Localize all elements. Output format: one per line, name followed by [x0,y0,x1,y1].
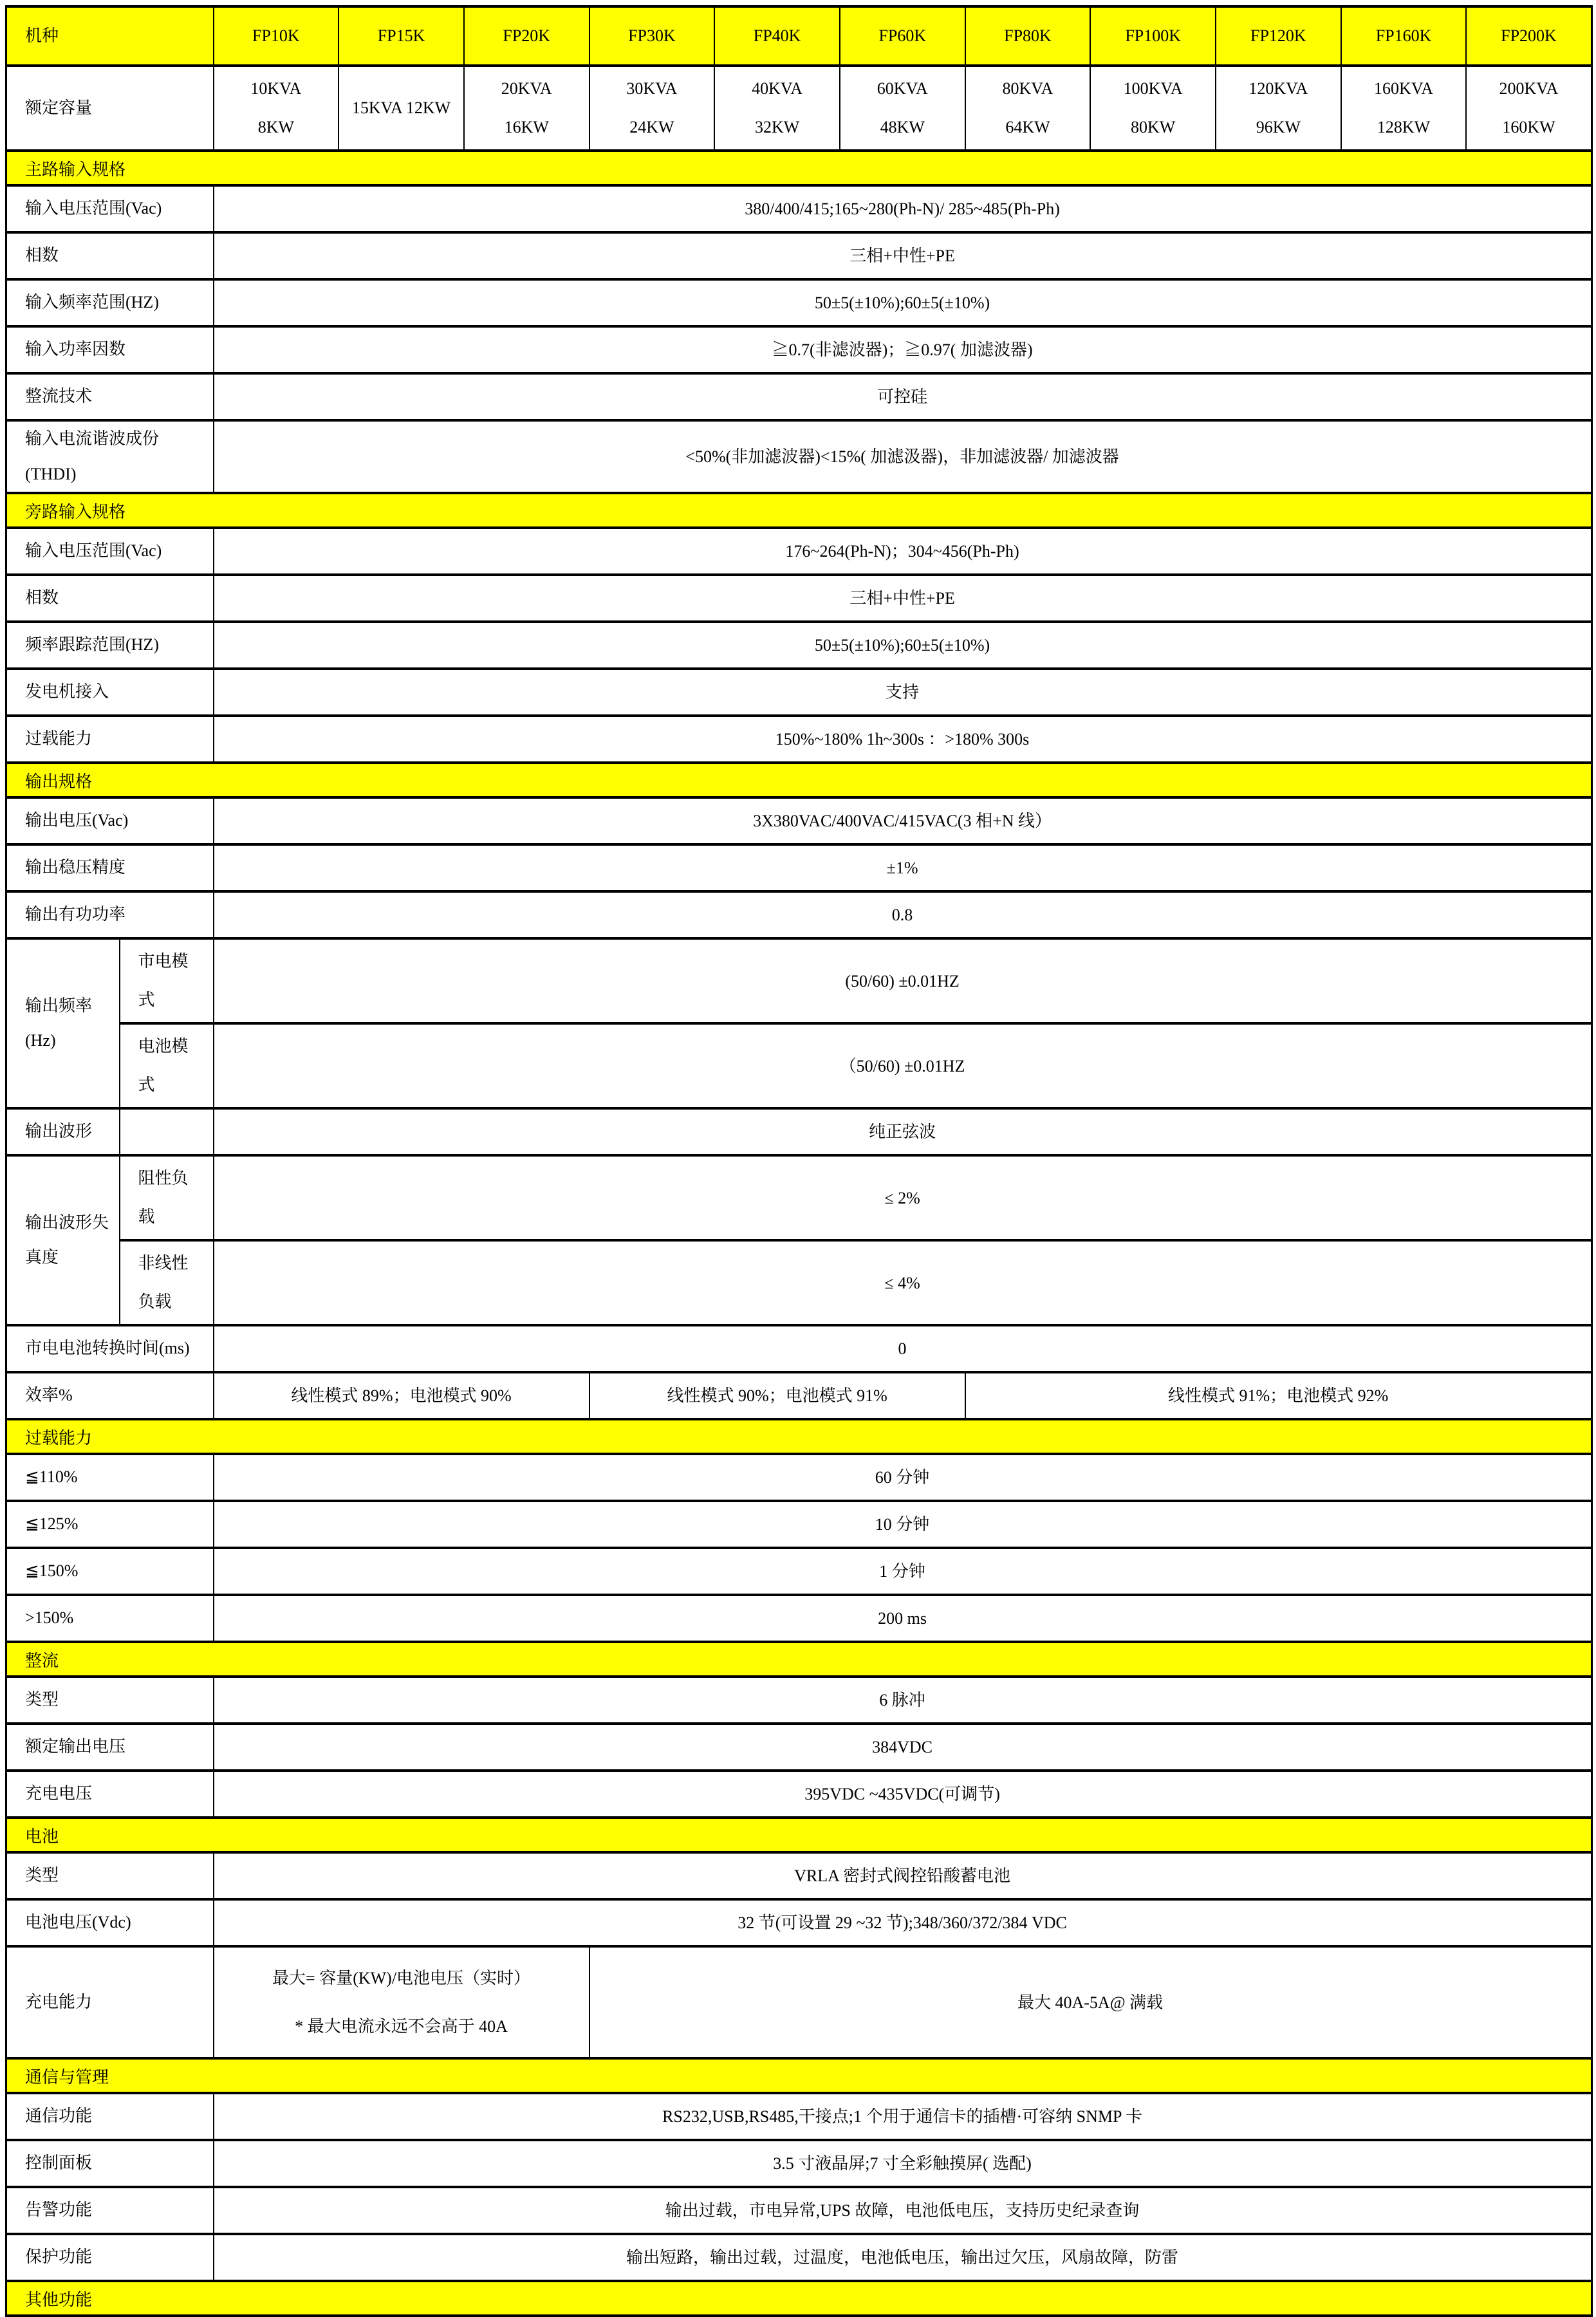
spec-sub-row [6,1240,1592,1325]
spec-row [6,1108,1592,1155]
value-stack [219,1954,584,2051]
spec-value: 380/400/415;165~280(Ph-N)/ 285~485(Ph-Ph) [214,185,1592,232]
value-stack [1347,70,1461,147]
row-label: 控制面板 [6,2140,214,2187]
value-line: 10KVA [250,79,302,98]
spec-value: 3X380VAC/400VAC/415VAC(3 相+N 线） [214,797,1592,844]
row-label: ≦150% [6,1548,214,1595]
sub-row-label: 市电模式 [120,938,214,1023]
spec-value: 支持 [214,669,1592,716]
row-label: 发电机接入 [6,669,214,716]
spec-value: 50±5(±10%);60±5(±10%) [214,279,1592,326]
row-label: 输出波形失真度 [6,1155,120,1325]
spec-row [6,2093,1592,2140]
row-label: 频率跟踪范围(HZ) [6,622,214,669]
row-label: 类型 [6,1852,214,1899]
row-label: ≦125% [6,1501,214,1548]
spec-value: 线性模式 89%；电池模式 90% [214,1372,589,1419]
model-header: FP40K [714,6,840,66]
value-line: 32KW [754,118,800,137]
row-label: 市电电池转换时间(ms) [6,1325,214,1372]
spec-row [6,1501,1592,1548]
spec-row [6,622,1592,669]
spec-value: 200 ms [214,1595,1592,1642]
row-label: 额定输出电压 [6,1724,214,1771]
capacity-cell [339,66,464,151]
value-line: 60KVA [877,79,928,98]
spec-value: 线性模式 91%；电池模式 92% [965,1372,1591,1419]
row-label: ≦110% [6,1454,214,1501]
row-label: >150% [6,1595,214,1642]
section-row [6,151,1592,185]
row-label: 额定容量 [6,66,214,151]
value-stack [1472,70,1585,147]
capacity-cell [1466,66,1591,151]
spec-value: ±1% [214,844,1592,891]
spec-row [6,1677,1592,1724]
charge-capability-row [6,1946,1592,2058]
rated-capacity-row [6,66,1592,151]
spec-row [6,420,1592,493]
value-stack [344,70,458,147]
spec-row [6,1852,1592,1899]
sub-row-label: 非线性负载 [120,1240,214,1325]
row-label: 过载能力 [6,716,214,763]
spec-value: 输出过载，市电异常,UPS 故障，电池低电压，支持历史纪录查询 [214,2187,1592,2234]
spec-row [6,844,1592,891]
section-title: 输出规格 [6,763,1592,797]
spec-value: 10 分钟 [214,1501,1592,1548]
value-line: 15KVA 12KW [351,98,451,118]
row-label: 输出电压(Vac) [6,797,214,844]
spec-value: RS232,USB,RS485,干接点;1 个用于通信卡的插槽·可容纳 SNMP 卡 [214,2093,1592,2140]
spec-sub-row [6,1023,1592,1108]
spec-row [6,575,1592,622]
spec-row [6,1899,1592,1946]
row-label: 输入电流谐波成份(THDI) [6,420,214,493]
row-label: 输出有功功率 [6,891,214,938]
ups-spec-table [5,5,1593,2317]
value-stack [595,70,709,147]
model-header: FP160K [1341,6,1467,66]
spec-value: 纯正弦波 [214,1108,1592,1155]
value-line: 160KW [1502,118,1555,137]
spec-row [6,891,1592,938]
value-stack [219,70,333,147]
section-title: 通信与管理 [6,2058,1592,2093]
sub-row-label: 阻性负载 [120,1155,214,1240]
spec-value: 150%~180% 1h~300s ：>180% 300s [214,716,1592,763]
capacity-cell [1216,66,1341,151]
spec-row [6,1548,1592,1595]
spec-row [6,2234,1592,2281]
spec-value: 395VDC ~435VDC(可调节) [214,1771,1592,1818]
spec-row [6,797,1592,844]
capacity-cell [1341,66,1467,151]
row-label: 通信功能 [6,2093,214,2140]
spec-value: 可控硅 [214,373,1592,420]
spec-row [6,232,1592,279]
value-line: 16KW [504,118,549,137]
model-header: FP200K [1466,6,1591,66]
section-row [6,763,1592,797]
capacity-cell [840,66,965,151]
spec-row [6,373,1592,420]
row-label: 类型 [6,1677,214,1724]
section-row [6,2281,1592,2316]
model-header: FP15K [339,6,464,66]
spec-value: 176~264(Ph-N)；304~456(Ph-Ph) [214,528,1592,575]
spec-row [6,528,1592,575]
row-label: 电池电压(Vdc) [6,1899,214,1946]
value-line: 40KVA [752,79,803,98]
value-line: 100KVA [1123,79,1183,98]
spec-row [6,1595,1592,1642]
spec-value: 线性模式 90%；电池模式 91% [589,1372,965,1419]
model-header: FP100K [1090,6,1216,66]
value-line: 96KW [1256,118,1301,137]
section-title: 主路输入规格 [6,151,1592,185]
section-row [6,493,1592,528]
value-line: 8KW [257,118,295,137]
value-line: 64KW [1005,118,1050,137]
row-label: 输出波形 [6,1108,120,1155]
spec-row [6,2187,1592,2234]
section-row [6,1642,1592,1677]
empty-sub-cell [120,1108,214,1155]
row-label: 相数 [6,575,214,622]
value-line: 80KW [1131,118,1176,137]
model-header: FP60K [840,6,965,66]
section-title: 过载能力 [6,1419,1592,1454]
spec-row [6,1325,1592,1372]
section-title: 其他功能 [6,2281,1592,2316]
section-title: 旁路输入规格 [6,493,1592,528]
value-line: 30KVA [626,79,678,98]
section-title: 整流 [6,1642,1592,1677]
section-row [6,2058,1592,2093]
spec-row [6,716,1592,763]
capacity-cell [965,66,1091,151]
spec-value: 输出短路，输出过载，过温度，电池低电压，输出过欠压，风扇故障，防雷 [214,2234,1592,2281]
efficiency-row [6,1372,1592,1419]
spec-row [6,185,1592,232]
capacity-cell [1090,66,1216,151]
spec-row [6,1454,1592,1501]
row-label: 整流技术 [6,373,214,420]
value-line: 48KW [880,118,925,137]
spec-sub-row [6,1155,1592,1240]
value-line: 120KVA [1248,79,1308,98]
value-line: * 最大电流永远不会高于 40A [295,2017,508,2036]
capacity-cell [589,66,715,151]
model-header: FP80K [965,6,1091,66]
spec-sub-row [6,938,1592,1023]
spec-row [6,2140,1592,2187]
value-stack [971,70,1085,147]
spec-value: （50/60) ±0.01HZ [214,1023,1592,1108]
model-header: FP10K [214,6,339,66]
section-title: 电池 [6,1818,1592,1852]
spec-value: 6 脉冲 [214,1677,1592,1724]
row-label: 输入电压范围(Vac) [6,185,214,232]
model-header: FP120K [1216,6,1341,66]
section-row [6,1419,1592,1454]
value-stack [846,70,960,147]
spec-value: ≤ 4% [214,1240,1592,1325]
row-label: 输入频率范围(HZ) [6,279,214,326]
spec-row [6,1724,1592,1771]
value-line: 200KVA [1499,79,1559,98]
row-label: 充电能力 [6,1946,214,2058]
spec-value: 60 分钟 [214,1454,1592,1501]
spec-row [6,279,1592,326]
spec-value: VRLA 密封式阀控铅酸蓄电池 [214,1852,1592,1899]
capacity-cell [714,66,840,151]
value-line: 最大= 容量(KW)/电池电压（实时） [272,1969,531,1988]
spec-value: 三相+中性+PE [214,232,1592,279]
models-header-row [6,6,1592,66]
value-stack [720,70,834,147]
row-label: 输入电压范围(Vac) [6,528,214,575]
sub-row-label: 电池模式 [120,1023,214,1108]
spec-value: 三相+中性+PE [214,575,1592,622]
spec-value: ≧0.7(非滤波器)；≧0.97( 加滤波器) [214,326,1592,373]
spec-table-body [6,6,1592,2316]
value-stack [1096,70,1210,147]
row-label: 输入功率因数 [6,326,214,373]
spec-value: 50±5(±10%);60±5(±10%) [214,622,1592,669]
spec-value: 0 [214,1325,1592,1372]
value-stack [470,70,584,147]
model-header: FP20K [464,6,589,66]
row-label: 告警功能 [6,2187,214,2234]
spec-value: <50%(非加滤波器)<15%( 加滤汲器)，非加滤波器/ 加滤波器 [214,420,1592,493]
value-line: 160KVA [1374,79,1434,98]
model-header: FP30K [589,6,715,66]
value-stack [1221,70,1335,147]
value-line: 128KW [1377,118,1431,137]
capacity-cell [214,66,339,151]
spec-value: 384VDC [214,1724,1592,1771]
row-label: 保护功能 [6,2234,214,2281]
spec-value: ≤ 2% [214,1155,1592,1240]
row-label: 充电电压 [6,1771,214,1818]
spec-value: 3.5 寸液晶屏;7 寸全彩触摸屏( 选配) [214,2140,1592,2187]
spec-value [214,1946,589,2058]
capacity-cell [464,66,589,151]
spec-row [6,1771,1592,1818]
spec-row [6,326,1592,373]
machine-type-header: 机种 [6,6,214,66]
section-row [6,1818,1592,1852]
value-line: 20KVA [501,79,552,98]
spec-value: 0.8 [214,891,1592,938]
spec-value: 32 节(可设置 29 ~32 节);348/360/372/384 VDC [214,1899,1592,1946]
spec-value: 最大 40A-5A@ 满载 [589,1946,1592,2058]
row-label: 输出稳压精度 [6,844,214,891]
row-label: 效率% [6,1372,214,1419]
value-line: 24KW [629,118,674,137]
spec-value: 1 分钟 [214,1548,1592,1595]
row-label: 相数 [6,232,214,279]
spec-value: (50/60) ±0.01HZ [214,938,1592,1023]
value-line: 80KVA [1002,79,1053,98]
spec-row [6,669,1592,716]
row-label: 输出频率 (Hz) [6,938,120,1108]
